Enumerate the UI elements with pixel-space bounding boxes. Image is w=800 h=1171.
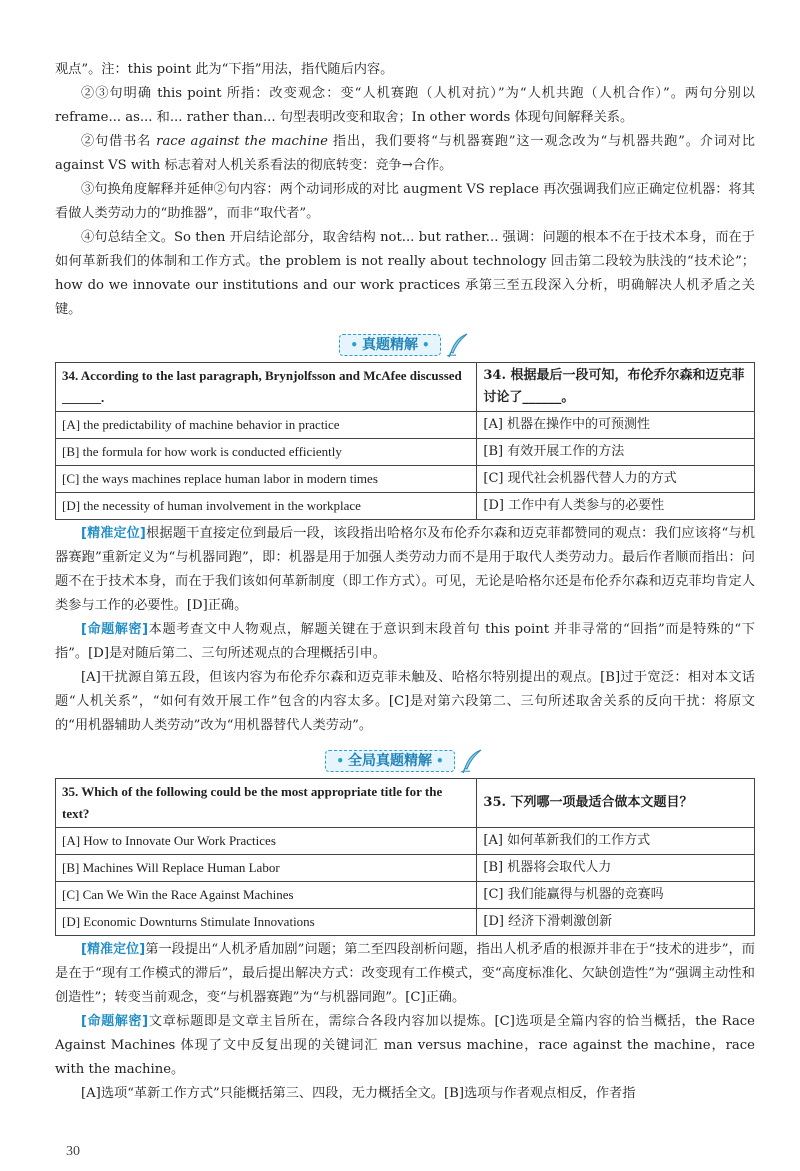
- paragraph-2: ②③句明确 this point 所指：改变观念：变“人机赛跑（人机对抗）”为“人机共跑（人机合作）”。两句分别以 reframe... as... 和... rather than... 句型表明改变和取舍；In other words 体现句间解释关系。: [55, 86, 755, 125]
- analysis-paragraph: [55, 522, 755, 618]
- page-number: 30: [66, 1144, 80, 1159]
- dot-icon: •: [436, 754, 444, 768]
- analysis-paragraph: [55, 1010, 755, 1082]
- option-en: [B] the formula for how work is conducted efficiently: [56, 439, 477, 466]
- section-title-pill-2: [325, 750, 454, 772]
- quill-icon: [445, 332, 471, 358]
- option-cn: [A] 如何革新我们的工作方式: [477, 828, 755, 855]
- table-row: [56, 882, 755, 909]
- analysis-tag: [精准定位]: [81, 942, 146, 957]
- analysis-text: 本题考查文中人物观点，解题关键在于意识到末段首句 this point 并非寻常的“回指”而是特殊的“下指”。[D]是对随后第二、三句所述观点的合理概括引申。: [55, 622, 755, 661]
- analysis-text: 根据题干直接定位到最后一段，该段指出哈格尔及布伦乔尔森和迈克菲都赞同的观点：我们应该将“与机器赛跑”重新定义为“与机器同跑”，即：机器是用于加强人类劳动力而不是用于取代人类劳动力。最后作者顺而指出：问题不在于技术本身，而在于我们该如何革新制度（即工作方式）。可见，无论是哈格尔还是布伦乔尔森和迈克菲均肯定人类参与工作的必要性。[D]正确。: [55, 526, 755, 613]
- option-cn: [A] 机器在操作中的可预测性: [477, 412, 755, 439]
- question-stem-en: 35. Which of the following could be the most appropriate title for the text?: [56, 779, 477, 828]
- option-en: [C] Can We Win the Race Against Machines: [56, 882, 477, 909]
- analysis-tag: [精准定位]: [81, 526, 146, 541]
- option-cn: [B] 有效开展工作的方法: [477, 439, 755, 466]
- table-row: [56, 828, 755, 855]
- section-title-pill-1: [339, 334, 440, 356]
- section-title-1: [315, 332, 495, 358]
- analysis-tag: [命题解密]: [81, 1014, 149, 1029]
- option-en: [A] the predictability of machine behavior in practice: [56, 412, 477, 439]
- table-row: [56, 779, 755, 828]
- paragraph-3: [55, 130, 755, 178]
- table-row: [56, 466, 755, 493]
- quill-icon: [459, 748, 485, 774]
- paragraph-3-post: 指出，我们要将“与机器赛跑”这一观念改为“与机器共跑”。介词对比 against VS with 标志着对人机关系看法的彻底转变：竞争→合作。: [55, 134, 755, 173]
- table-row: [56, 855, 755, 882]
- table-row: [56, 909, 755, 936]
- dot-icon: •: [422, 338, 430, 352]
- section-title-text-1: 真题精解: [362, 337, 418, 353]
- analysis-paragraph: [55, 618, 755, 666]
- analysis-paragraph: [55, 938, 755, 1010]
- table-row: [56, 412, 755, 439]
- question-stem-cn: 35. 下列哪一项最适合做本文题目？: [477, 779, 755, 828]
- analysis-tag: [命题解密]: [81, 622, 149, 637]
- paragraph-1: 观点”。注：this point 此为“下指”用法，指代随后内容。: [55, 62, 394, 77]
- option-en: [D] Economic Downturns Stimulate Innovations: [56, 909, 477, 936]
- question-stem-en: 34. According to the last paragraph, Brynjolfsson and McAfee discussed ______.: [56, 363, 477, 412]
- section-title-text-2: 全局真题精解: [348, 753, 432, 769]
- table-row: [56, 493, 755, 520]
- dot-icon: •: [350, 338, 358, 352]
- option-en: [A] How to Innovate Our Work Practices: [56, 828, 477, 855]
- paragraph-4: ③句换角度解释并延伸②句内容：两个动词形成的对比 augment VS replace 再次强调我们应正确定位机器：将其看做人类劳动力的“助推器”，而非“取代者”。: [55, 182, 755, 221]
- paragraph-5: ④句总结全文。So then 开启结论部分，取舍结构 not... but rather... 强调：问题的根本不在于技术本身，而在于如何革新我们的体制和工作方式。the problem is not really about technology 回击第二段较为肤浅的“技术论”；how do we innovate our institutions and our work practices 承第三至五段深入分析，明确解决人机矛盾之关键。: [55, 230, 755, 317]
- dot-icon: •: [336, 754, 344, 768]
- analysis-paragraph: [A]干扰源自第五段，但该内容为布伦乔尔森和迈克菲未触及、哈格尔特别提出的观点。[B]过于宽泛：相对本文话题“人机关系”，“如何有效开展工作”包含的内容太多。[C]是对第六段第二、三句所述取舍关系的反向干扰：将原文的“用机器辅助人类劳动”改为“用机器替代人类劳动”。: [55, 670, 755, 733]
- analysis-text: 第一段提出“人机矛盾加剧”问题；第二至四段剖析问题，指出人机矛盾的根源并非在于“技术的进步”，而是在于“现有工作模式的滞后”，最后提出解决方式：改变现有工作模式，变“高度标准化、欠缺创造性”为“强调主动性和创造性”；转变当前观念，变“与机器赛跑”为“与机器同跑”。[C]正确。: [55, 942, 755, 1005]
- question-stem-cn: 34. 根据最后一段可知，布伦乔尔森和迈克菲讨论了______。: [477, 363, 755, 412]
- table-row: [56, 439, 755, 466]
- page-content: [55, 58, 755, 1106]
- option-cn: [D] 工作中有人类参与的必要性: [477, 493, 755, 520]
- analysis-text: 文章标题即是文章主旨所在，需综合各段内容加以提炼。[C]选项是全篇内容的恰当概括，the Race Against Machines 体现了文中反复出现的关键词汇 man versus machine，race against the machine，race with the machine。: [55, 1014, 755, 1077]
- section-title-2: [315, 748, 495, 774]
- question-35-table: [55, 778, 755, 936]
- option-en: [B] Machines Will Replace Human Labor: [56, 855, 477, 882]
- option-cn: [B] 机器将会取代人力: [477, 855, 755, 882]
- option-cn: [C] 现代社会机器代替人力的方式: [477, 466, 755, 493]
- option-cn: [C] 我们能赢得与机器的竞赛吗: [477, 882, 755, 909]
- book-title: race against the machine: [156, 134, 328, 149]
- option-en: [D] the necessity of human involvement in the workplace: [56, 493, 477, 520]
- analysis-paragraph: [A]选项“革新工作方式”只能概括第三、四段，无力概括全文。[B]选项与作者观点相反，作者指: [81, 1086, 636, 1101]
- question-34-table: [55, 362, 755, 520]
- option-en: [C] the ways machines replace human labor in modern times: [56, 466, 477, 493]
- option-cn: [D] 经济下滑刺激创新: [477, 909, 755, 936]
- table-row: [56, 363, 755, 412]
- paragraph-3-pre: ②句借书名: [81, 134, 157, 149]
